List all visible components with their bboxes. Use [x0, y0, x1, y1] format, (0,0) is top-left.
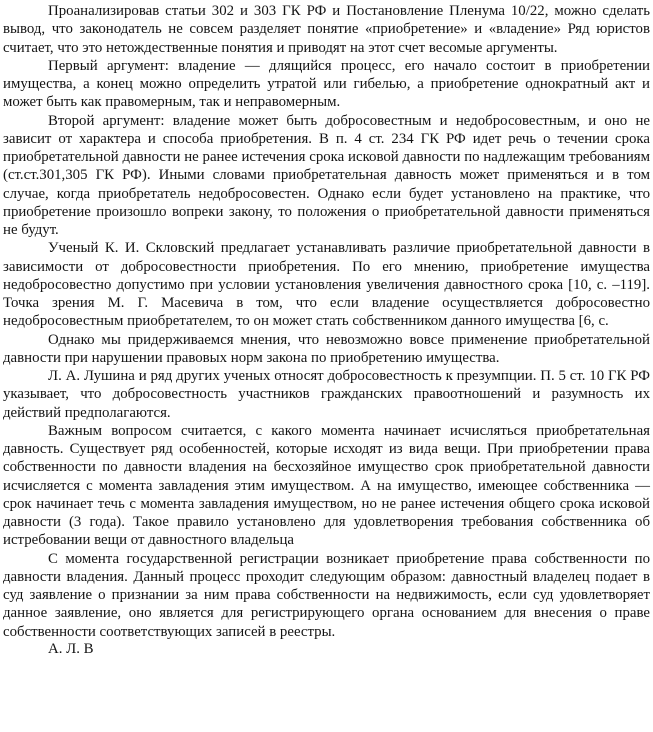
paragraph-2: Первый аргумент: владение — длящийся процесс, его начало состоит в приобретении имущества, а конец можно определить утратой или гибелью, а приобретение однократный акт и может быть как правомерным, так и неправомерным.	[3, 57, 650, 111]
cut-off-line: А. Л. В	[48, 640, 94, 657]
paragraph-5: Однако мы придерживаемся мнения, что невозможно вовсе применение приобретательной давности при нарушении правовых норм закона по приобретению имущества.	[3, 331, 650, 366]
paragraph-1: Проанализировав статьи 302 и 303 ГК РФ и Постановление Пленума 10/22, можно сделать вывод, что законодатель не совсем разделяет понятие «приобретение» и «владение» Ряд юристов считает, что это нетождественные понятия и приводят на этот счет весомые аргументы.	[3, 3, 650, 56]
paragraph-6: Л. А. Лушина и ряд других ученых относят добросовестность к презумпции. П. 5 ст. 10 ГК РФ указывает, что добросовестность участников гражданских правоотношений и разумность их действий предполагаются.	[3, 368, 650, 421]
paragraph-3: Второй аргумент: владение может быть добросовестным и недобросовестным, и оно не зависит от характера и способа приобретения. В п. 4 ст. 234 ГК РФ идет речь о течении срока приобретательной давности не ранее истечения срока исковой давности по надлежащим требованиям (ст.ст.301,305 ГК РФ). Иными словами приобретательная давность может применяться и в том случае, когда приобретатель недобросовестен. Однако если будет установлено на практике, что приобретение произошло вопреки закону, то положения о приобретательной давности применяться не будут.	[3, 112, 650, 238]
paragraph-8: С момента государственной регистрации возникает приобретение права собственности по давности владения. Данный процесс проходит следующим образом: давностный владелец подает в суд заявление о признании за ним права собственности на недвижимость, если суд удовлетворяет данное заявление, оно является для регистрирующего органа основанием для внесения о праве собственности соответствующих записей в реестры.	[3, 550, 650, 640]
paragraph-7: Важным вопросом считается, с какого момента начинает исчисляться приобретательная давность. Существует ряд особенностей, которые исходят из вида вещи. При приобретении права собственности по давности владения на бесхозяйное имущество срок приобретательной давности исчисляется с момента завладения этим имуществом. А на имущество, имеющее собственника — срок начинает течь с момента завладения имуществом, но не ранее истечения общего срока исковой давности (3 года). Такое правило установлено для удовлетворения требования собственника об истребовании вещи от давностного владельца	[3, 422, 650, 549]
paragraph-4: Ученый К. И. Скловский предлагает устанавливать различие приобретательной давности в зависимости от добросовестности приобретения. По его мнению, приобретение имущества недобросовестно допустимо при условии установления увеличения давностного срока [10, с. –119]. Точка зрения М. Г. Масевича в том, что если владение осуществляется добросовестно недобросовестным приобретателем, то он может стать собственником данного имущества [6, с.	[3, 240, 650, 330]
